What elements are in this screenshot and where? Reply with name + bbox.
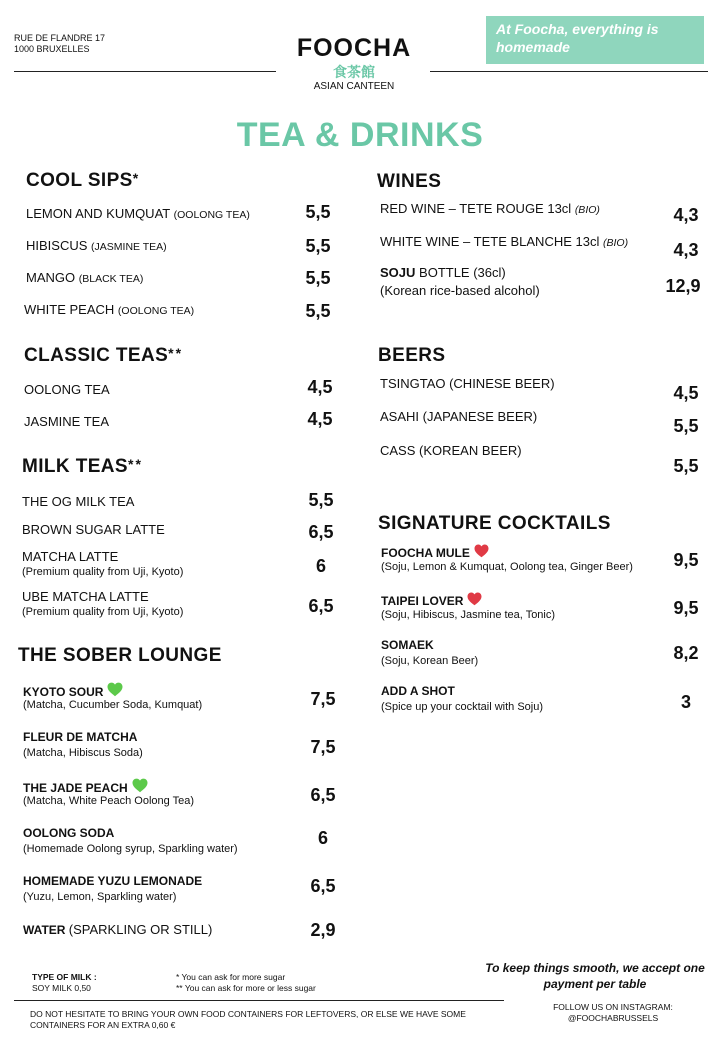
item-price: 6,5	[308, 522, 334, 542]
address-line-1: RUE DE FLANDRE 17	[14, 33, 106, 43]
section-heading-milk-teas	[22, 456, 143, 478]
item-price: 4,5	[673, 383, 699, 403]
section-heading-sober-lounge: THE SOBER LOUNGE	[18, 645, 222, 666]
item-price: 6	[317, 828, 328, 848]
item-name: BOTTLE (36cl)	[419, 265, 506, 280]
item-price: 7,5	[310, 689, 336, 709]
sugar-notes	[176, 972, 316, 994]
brand-chinese-name: 食茶館	[333, 64, 375, 80]
menu-item	[23, 778, 148, 796]
address-line-2: 1000 BRUXELLES	[14, 44, 90, 54]
milk-options-value: SOY MILK 0,50	[32, 983, 91, 993]
brand-name: FOOCHA	[296, 34, 412, 62]
item-subtitle: (OOLONG TEA)	[117, 305, 195, 317]
item-price: 6,5	[310, 785, 336, 805]
section-heading-beers: BEERS	[378, 345, 446, 366]
menu-item	[381, 544, 489, 561]
item-subtitle: (SPARKLING OR STILL)	[68, 922, 213, 937]
instagram-handle: @FOOCHABRUSSELS	[567, 1013, 659, 1023]
item-price: 5,5	[673, 456, 699, 476]
item-name: KYOTO SOUR	[23, 685, 104, 699]
menu-item	[380, 265, 506, 280]
menu-item: UBE MATCHA LATTE	[22, 589, 149, 604]
section-heading-classic-teas	[24, 345, 183, 367]
menu-item	[380, 234, 628, 249]
menu-item: JASMINE TEA	[24, 414, 110, 429]
item-name-bold: SOJU	[380, 265, 416, 280]
promo-banner: At Foocha, everything is homemade	[486, 16, 704, 64]
item-name: FOOCHA MULE	[381, 546, 470, 560]
milk-options-label: TYPE OF MILK :	[32, 972, 97, 982]
item-name: THE JADE PEACH	[23, 781, 128, 795]
item-description: (Yuzu, Lemon, Sparkling water)	[23, 891, 177, 903]
item-description: (Matcha, Hibiscus Soda)	[23, 747, 143, 759]
item-price: 12,9	[665, 276, 701, 296]
item-price: 6,5	[310, 876, 336, 896]
instagram-label: FOLLOW US ON INSTAGRAM:	[553, 1002, 673, 1012]
containers-note: DO NOT HESITATE TO BRING YOUR OWN FOOD CONTAINERS FOR LEFTOVERS, OR ELSE WE HAVE SOME CONTAINERS FOR AN EXTRA 0,60 €	[30, 1009, 466, 1030]
organic-label: (BIO)	[574, 204, 600, 216]
menu-item: CASS (KOREAN BEER)	[380, 443, 522, 458]
item-description: (Matcha, Cucumber Soda, Kumquat)	[23, 699, 203, 711]
address	[14, 33, 105, 55]
item-price: 5,5	[673, 416, 699, 436]
item-price: 5,5	[305, 268, 331, 288]
item-description: (Soju, Korean Beer)	[381, 655, 479, 667]
menu-item	[26, 238, 167, 253]
menu-item	[26, 206, 250, 221]
item-price: 6,5	[308, 596, 334, 616]
item-description: (Soju, Lemon & Kumquat, Oolong tea, Ginger Beer)	[381, 561, 633, 573]
sugar-note-single: * You can ask for more sugar	[176, 972, 286, 982]
item-description: (Homemade Oolong syrup, Sparkling water)	[23, 843, 238, 855]
menu-item	[24, 302, 194, 317]
item-price: 4,3	[673, 240, 699, 260]
page-title: TEA & DRINKS	[236, 116, 484, 154]
instagram-info	[538, 1002, 688, 1024]
brand-subtitle: ASIAN CANTEEN	[313, 81, 395, 92]
item-price: 2,9	[310, 920, 336, 940]
menu-item: SOMAEK	[381, 638, 434, 652]
item-name: WHITE PEACH	[24, 302, 115, 317]
item-price: 8,2	[673, 643, 699, 663]
item-name: HIBISCUS	[26, 238, 88, 253]
menu-item: TSINGTAO (CHINESE BEER)	[380, 376, 555, 391]
organic-label: (BIO)	[602, 237, 629, 249]
section-heading-text: COOL SIPS	[26, 170, 133, 191]
sugar-note-mark: *	[132, 170, 141, 186]
item-subtitle: (OOLONG TEA)	[173, 209, 250, 221]
menu-item: MATCHA LATTE	[22, 549, 119, 564]
footer-divider	[14, 1000, 504, 1001]
sugar-note-mark: **	[128, 456, 143, 472]
item-price: 5,5	[308, 490, 334, 510]
red-heart-icon	[467, 592, 482, 609]
item-description: (Korean rice-based alcohol)	[380, 283, 540, 298]
item-price: 5,5	[305, 236, 331, 256]
item-price: 4,5	[307, 409, 333, 429]
menu-item	[380, 201, 600, 216]
header-divider-left	[14, 71, 276, 72]
payment-note: To keep things smooth, we accept one payment per table	[485, 961, 705, 991]
menu-item: FLEUR DE MATCHA	[23, 730, 138, 744]
item-price: 3	[680, 692, 691, 712]
item-price: 5,5	[305, 202, 331, 222]
section-heading-signature-cocktails: SIGNATURE COCKTAILS	[378, 513, 611, 534]
item-name: MANGO	[26, 270, 76, 285]
menu-item: OOLONG TEA	[24, 382, 110, 397]
item-description: (Premium quality from Uji, Kyoto)	[22, 566, 184, 578]
item-name: TAIPEI LOVER	[381, 594, 464, 608]
menu-item: THE OG MILK TEA	[22, 494, 135, 509]
menu-item	[26, 270, 143, 285]
menu-item: OOLONG SODA	[23, 826, 115, 840]
item-price: 6	[315, 556, 326, 576]
sugar-note-double: ** You can ask for more or less sugar	[176, 983, 316, 993]
item-description: (Matcha, White Peach Oolong Tea)	[23, 795, 194, 807]
header-divider-right	[430, 71, 708, 72]
item-price: 4,5	[307, 377, 333, 397]
item-price: 5,5	[305, 301, 331, 321]
menu-item: BROWN SUGAR LATTE	[22, 522, 165, 537]
item-price: 9,5	[673, 550, 699, 570]
menu-item: HOMEMADE YUZU LEMONADE	[23, 874, 203, 888]
section-heading-text: MILK TEAS	[22, 456, 128, 477]
item-name: LEMON AND KUMQUAT	[26, 206, 170, 221]
item-description: (Premium quality from Uji, Kyoto)	[22, 606, 184, 618]
item-price: 4,3	[673, 205, 699, 225]
item-name: WHITE WINE – TETE BLANCHE 13cl	[380, 234, 600, 249]
item-price: 7,5	[310, 737, 336, 757]
item-name: RED WINE – TETE ROUGE 13cl	[380, 201, 572, 216]
green-heart-icon	[132, 778, 148, 796]
item-price: 9,5	[673, 598, 699, 618]
item-description: (Spice up your cocktail with Soju)	[381, 701, 544, 713]
menu-item	[23, 682, 123, 700]
menu-item	[23, 922, 212, 937]
green-heart-icon	[107, 682, 123, 700]
item-name: WATER	[23, 923, 66, 937]
red-heart-icon	[474, 544, 489, 561]
menu-item: ADD A SHOT	[381, 684, 455, 698]
section-heading-wines: WINES	[377, 171, 442, 192]
item-subtitle: (JASMINE TEA)	[91, 241, 167, 253]
section-heading-cool-sips	[26, 170, 140, 192]
menu-item: ASAHI (JAPANESE BEER)	[380, 409, 538, 424]
item-description: (Soju, Hibiscus, Jasmine tea, Tonic)	[381, 609, 556, 621]
menu-item	[381, 592, 482, 609]
section-heading-text: CLASSIC TEAS	[24, 345, 169, 366]
milk-options	[32, 972, 97, 994]
sugar-note-mark: **	[168, 345, 184, 361]
item-subtitle: (BLACK TEA)	[78, 273, 144, 285]
